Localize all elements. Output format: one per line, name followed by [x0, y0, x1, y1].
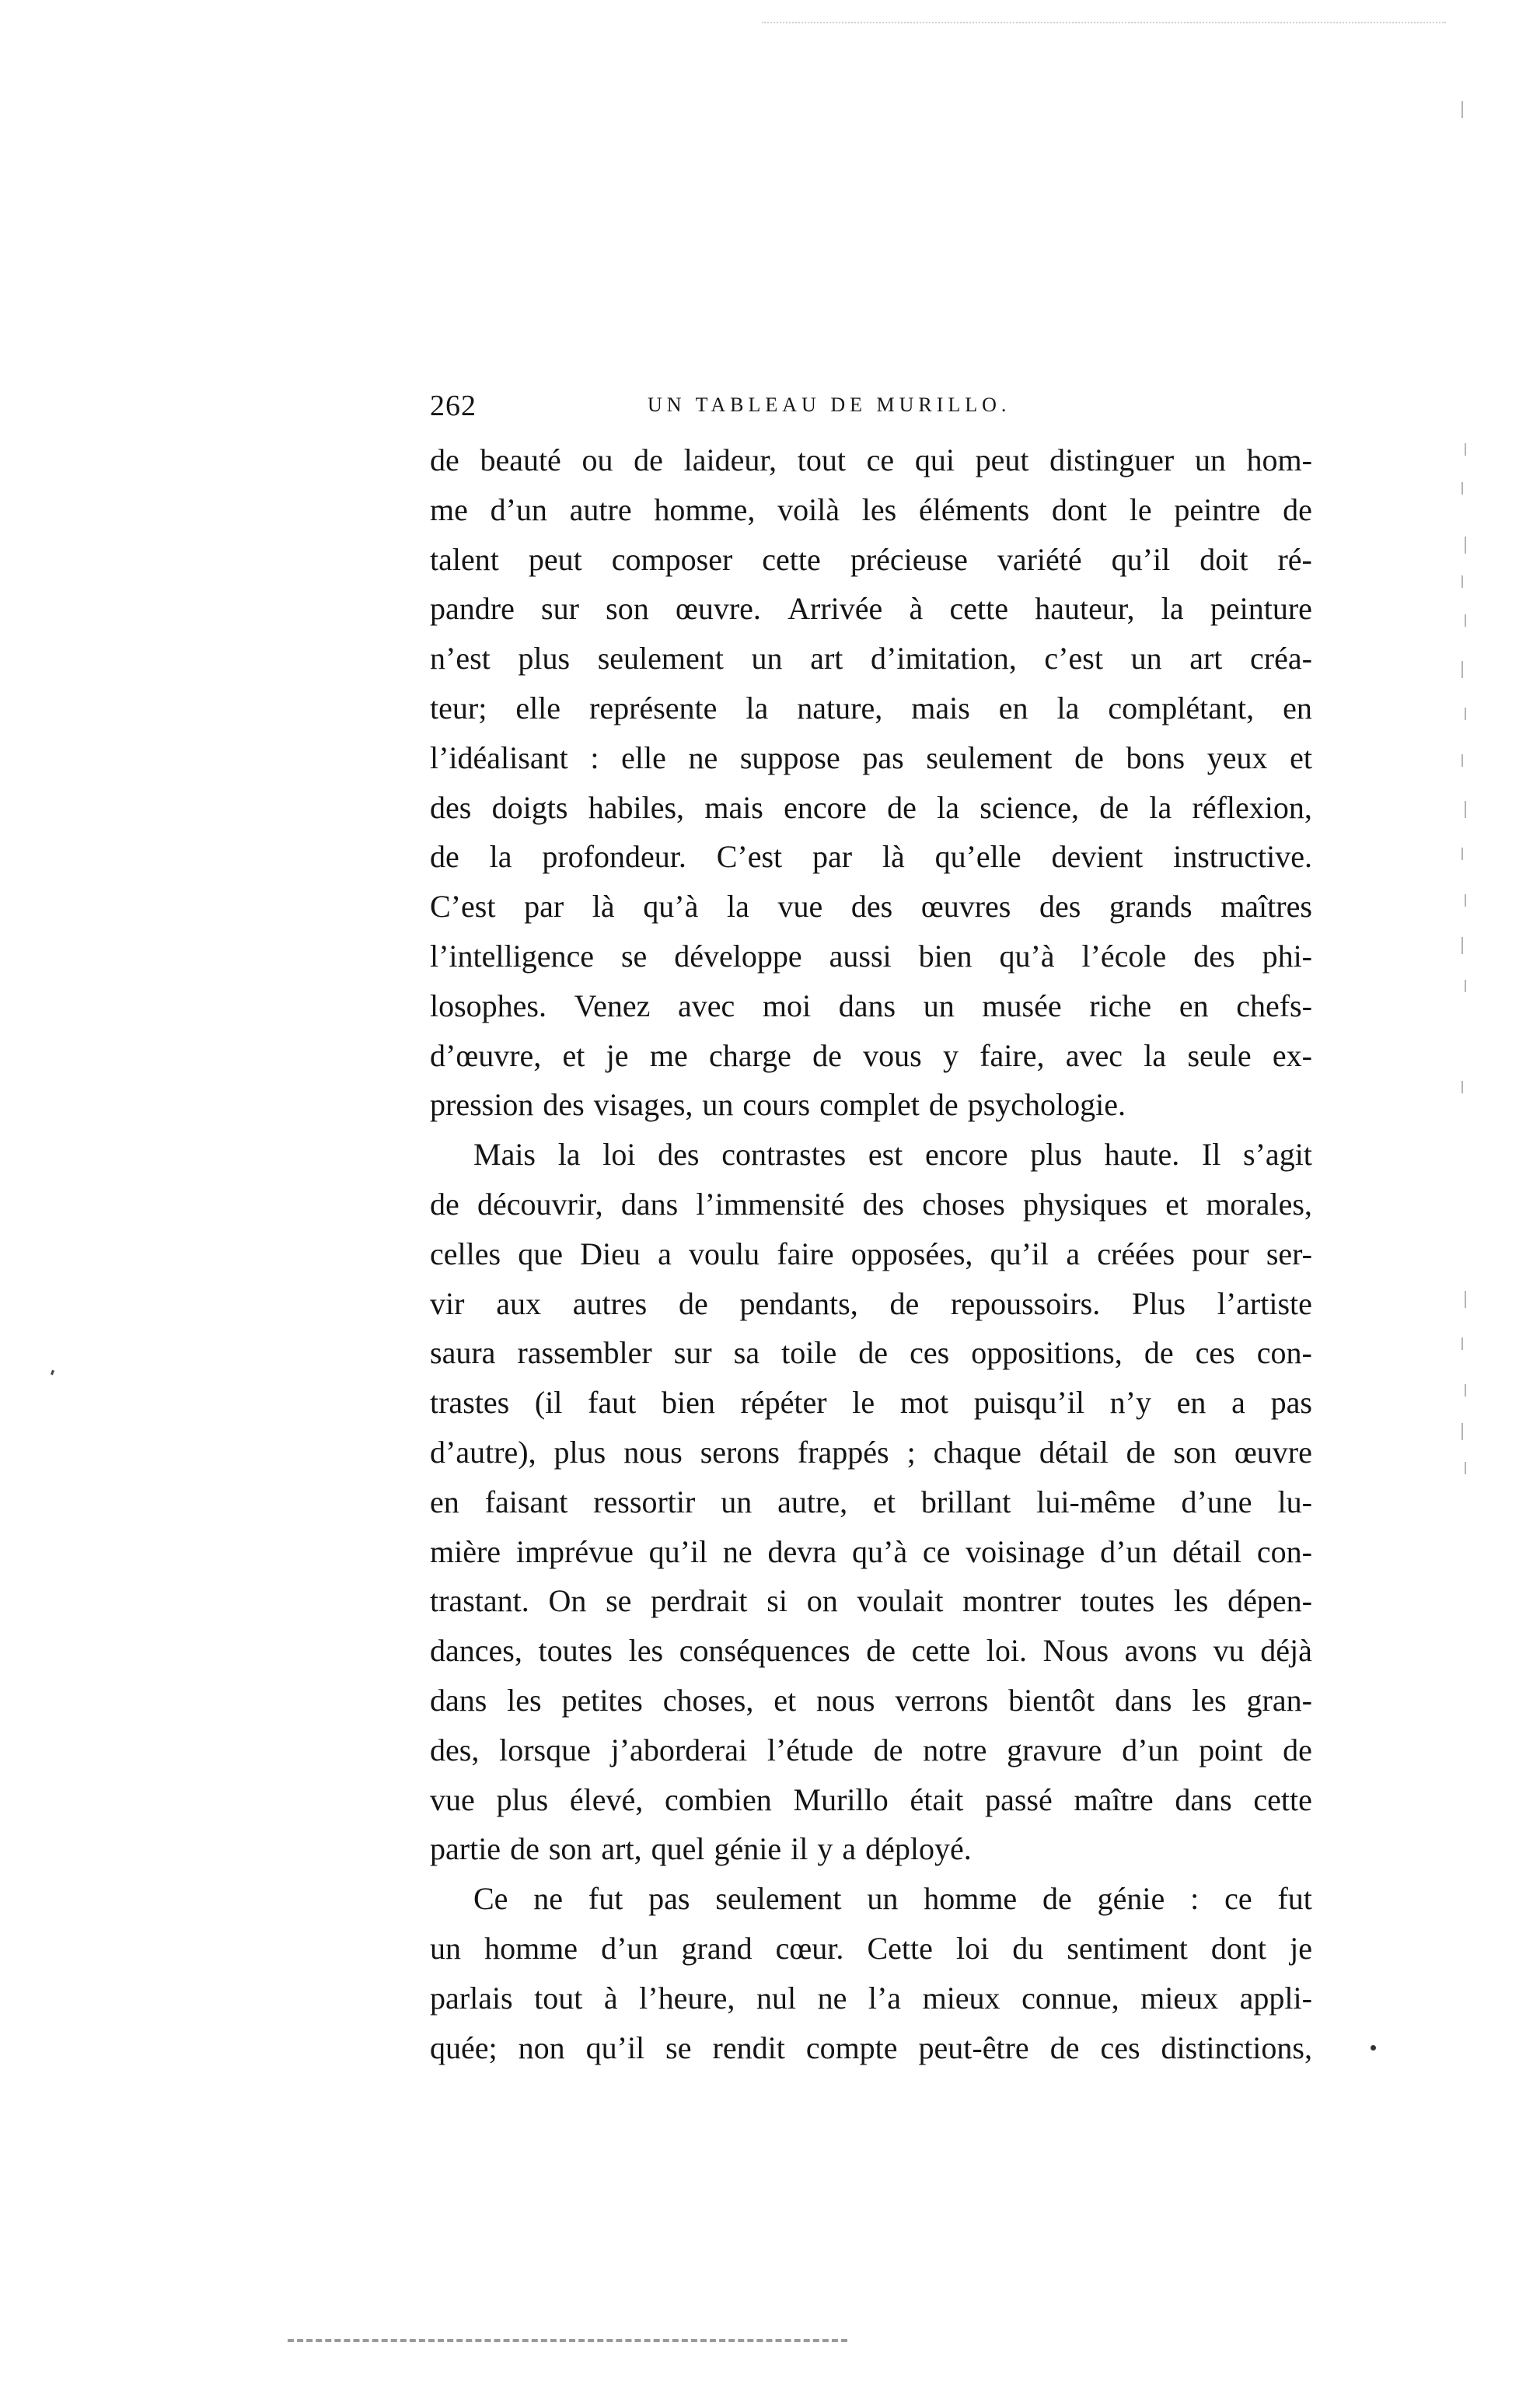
- margin-tick: [1465, 614, 1466, 627]
- text-line: losophes. Venez avec moi dans un musée riche en chefs-: [430, 988, 1312, 1023]
- text-line: mière imprévue qu’il ne devra qu’à ce voisinage d’un détail con-: [430, 1533, 1312, 1569]
- text-line: parlais tout à l’heure, nul ne l’a mieux connue, mieux appli-: [430, 1980, 1312, 2016]
- text-line: de beauté ou de laideur, tout ce qui peut distinguer un hom-: [430, 442, 1312, 477]
- text-line: n’est plus seulement un art d’imitation, c’est un art créa-: [430, 641, 1312, 677]
- text-line: pression des visages, un cours complet de psychologie.: [430, 1087, 1126, 1123]
- margin-tick: [1465, 1384, 1466, 1397]
- text-line: trastes (il faut bien répéter le mot puisqu’il n’y en a pas: [430, 1385, 1312, 1421]
- text-line: celles que Dieu a voulu faire opposées, qu’il a créées pour ser-: [430, 1236, 1312, 1271]
- margin-tick: [1461, 101, 1463, 118]
- margin-tick: [1461, 1081, 1463, 1093]
- text-line: C’est par là qu’à la vue des œuvres des grands maîtres: [430, 889, 1312, 925]
- text-line: un homme d’un grand cœur. Cette loi du sentiment dont je: [430, 1930, 1312, 1966]
- margin-tick: [1461, 848, 1463, 860]
- margin-tick: [1465, 1291, 1466, 1308]
- scan-margin-marks: [1461, 101, 1471, 1579]
- text-line: en faisant ressortir un autre, et brillant lui-même d’une lu-: [430, 1484, 1312, 1519]
- margin-tick: [1461, 661, 1463, 678]
- text-line: Ce ne fut pas seulement un homme de génie : ce fut: [473, 1881, 1312, 1917]
- paragraph: [430, 435, 1312, 1130]
- margin-tick: [1465, 537, 1466, 554]
- margin-tick: [1461, 754, 1463, 767]
- margin-tick: [1465, 443, 1466, 456]
- margin-tick: [1461, 575, 1463, 588]
- margin-tick: [1465, 708, 1466, 720]
- text-line: quée; non qu’il se rendit compte peut-être de ces distinctions,: [430, 2030, 1312, 2065]
- text-line: me d’un autre homme, voilà les éléments dont le peintre de: [430, 491, 1312, 527]
- scan-noise-bottom: [288, 2339, 847, 2344]
- margin-tick: [1461, 937, 1463, 954]
- text-line: teur; elle représente la nature, mais en la complétant, en: [430, 690, 1312, 725]
- text-line: saura rassembler sur sa toile de ces oppositions, de ces con-: [430, 1335, 1312, 1371]
- paragraph: [430, 1874, 1312, 2072]
- text-line: partie de son art, quel génie il y a déployé.: [430, 1831, 972, 1867]
- margin-tick: [1461, 1423, 1463, 1440]
- scan-dot: [1371, 2045, 1376, 2051]
- margin-tick: [1465, 801, 1466, 818]
- running-head: UN TABLEAU DE MURILLO.: [648, 393, 1011, 416]
- margin-tick: [1465, 1462, 1466, 1474]
- text-line: l’intelligence se développe aussi bien qu’à l’école des phi-: [430, 938, 1312, 974]
- text-line: de découvrir, dans l’immensité des choses physiques et morales,: [430, 1186, 1312, 1222]
- text-line: talent peut composer cette précieuse variété qu’il doit ré-: [430, 541, 1312, 577]
- text-line: l’idéalisant : elle ne suppose pas seulement de bons yeux et: [430, 739, 1312, 775]
- text-line: pandre sur son œuvre. Arrivée à cette hauteur, la peinture: [430, 591, 1312, 627]
- text-line: dans les petites choses, et nous verrons bientôt dans les gran-: [430, 1682, 1312, 1718]
- text-line: vir aux autres de pendants, de repoussoirs. Plus l’artiste: [430, 1285, 1312, 1321]
- margin-tick: [1465, 894, 1466, 907]
- text-line: des, lorsque j’aborderai l’étude de notre gravure d’un point de: [430, 1732, 1312, 1767]
- paragraph: [430, 1130, 1312, 1874]
- margin-tick: [1461, 1337, 1463, 1350]
- margin-tick: [1461, 482, 1463, 495]
- text-line: de la profondeur. C’est par là qu’elle devient instructive.: [430, 839, 1312, 875]
- page-header: [430, 389, 1312, 435]
- text-line: des doigts habiles, mais encore de la science, de la réflexion,: [430, 789, 1312, 825]
- page-number: 262: [430, 390, 477, 422]
- margin-tick: [1465, 980, 1466, 992]
- text-line: trastant. On se perdrait si on voulait montrer toutes les dépen-: [430, 1583, 1312, 1619]
- text-line: vue plus élevé, combien Murillo était passé maître dans cette: [430, 1781, 1312, 1817]
- body-text: [430, 435, 1312, 2072]
- scan-speck: [51, 1370, 54, 1376]
- scan-noise-top: [762, 22, 1446, 25]
- text-line: d’œuvre, et je me charge de vous y faire, avec la seule ex-: [430, 1037, 1312, 1073]
- text-line: dances, toutes les conséquences de cette loi. Nous avons vu déjà: [430, 1633, 1312, 1669]
- text-line: d’autre), plus nous serons frappés ; chaque détail de son œuvre: [430, 1434, 1312, 1470]
- text-line: Mais la loi des contrastes est encore plus haute. Il s’agit: [473, 1137, 1312, 1173]
